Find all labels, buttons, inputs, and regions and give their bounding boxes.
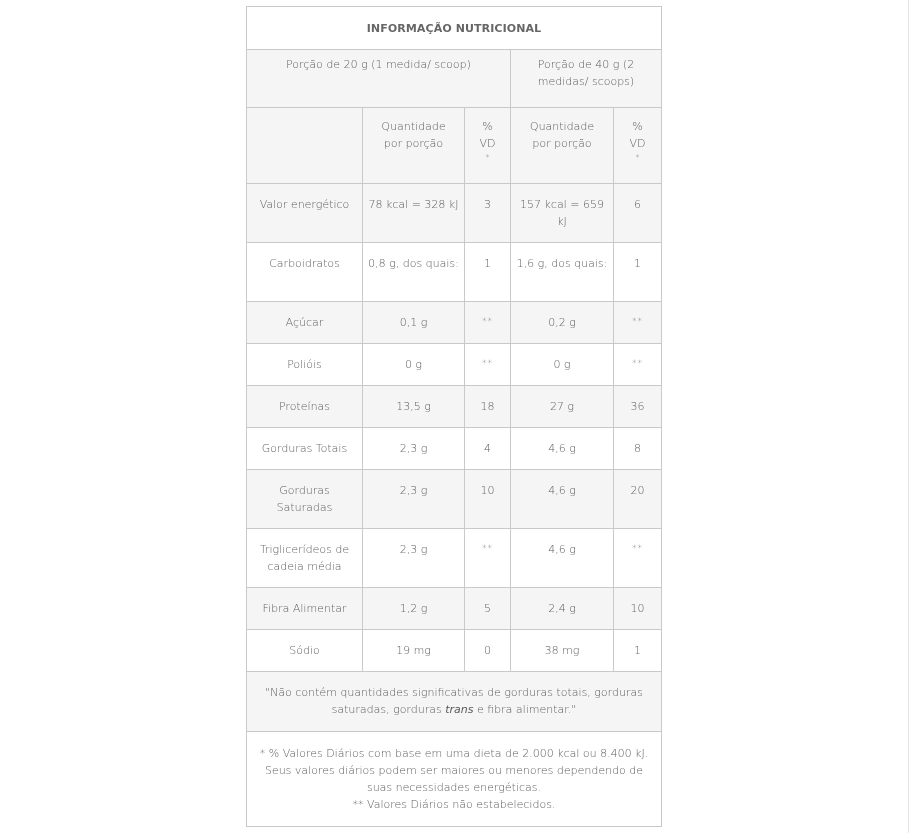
table-row [247,588,662,630]
nutrient-name: Carboidratos [247,243,363,302]
quantity-20g: 0 g [363,344,465,386]
nutrient-name: Proteínas [247,386,363,428]
table-row [247,470,662,529]
vd-40g: 1 [614,630,662,672]
header-vd-line2: VD [629,137,646,150]
header-vd-line1: % [632,120,643,133]
nutrient-name: Polióis [247,344,363,386]
footer-daily-values: * % Valores Diários com base em uma dieta de 2.000 kcal ou 8.400 kJ. Seus valores diários podem ser maiores ou menores dependendo de suas necessidades energéticas. [259,747,649,794]
vd-20g: 0 [465,630,511,672]
quantity-40g: 157 kcal = 659 kJ [511,184,614,243]
nutrient-name: Gorduras Saturadas [247,470,363,529]
header-vd-mark: * [485,153,490,162]
quantity-40g: 4,6 g [511,529,614,588]
vd-40g: 10 [614,588,662,630]
header-qty-line1: Quantidade [381,120,446,133]
table-row [247,344,662,386]
nutrition-table [246,6,662,827]
note-part2: e fibra alimentar." [473,703,577,716]
header-vd-mark: * [635,153,640,162]
table-row [247,529,662,588]
footer-notes [247,732,662,827]
quantity-20g: 1,2 g [363,588,465,630]
page-edge-divider [908,0,909,833]
quantity-40g: 4,6 g [511,428,614,470]
vd-40g: 6 [614,184,662,243]
table-title: INFORMAÇÃO NUTRICIONAL [247,7,662,50]
header-vd-20g [465,108,511,184]
vd-40g: 20 [614,470,662,529]
note-trans: trans [445,703,474,716]
portion-row [247,50,662,108]
nutrient-name: Gorduras Totais [247,428,363,470]
vd-40g: 8 [614,428,662,470]
quantity-40g: 27 g [511,386,614,428]
nutrient-name: Fibra Alimentar [247,588,363,630]
table-row [247,302,662,344]
footer-not-established: ** Valores Diários não estabelecidos. [352,798,556,811]
quantity-20g: 2,3 g [363,529,465,588]
vd-40g: ** [614,302,662,344]
header-quantity-40g [511,108,614,184]
header-vd-40g [614,108,662,184]
quantity-40g: 38 mg [511,630,614,672]
table-row [247,428,662,470]
table-row [247,386,662,428]
vd-20g: 4 [465,428,511,470]
vd-20g: ** [465,529,511,588]
vd-20g: 1 [465,243,511,302]
portion-40g: Porção de 40 g (2 medidas/ scoops) [511,50,662,108]
portion-20g: Porção de 20 g (1 medida/ scoop) [247,50,511,108]
quantity-40g: 1,6 g, dos quais: [511,243,614,302]
header-qty-line2: por porção [383,137,444,150]
table-title-row [247,7,662,50]
vd-40g: ** [614,344,662,386]
table-row [247,184,662,243]
nutrient-name: Açúcar [247,302,363,344]
header-qty-line1: Quantidade [529,120,595,133]
quantity-20g: 19 mg [363,630,465,672]
vd-40g: 36 [614,386,662,428]
vd-20g: ** [465,344,511,386]
quantity-40g: 0 g [511,344,614,386]
quantity-40g: 4,6 g [511,470,614,529]
vd-20g: 5 [465,588,511,630]
quantity-20g: 78 kcal = 328 kJ [363,184,465,243]
nutrient-name: Sódio [247,630,363,672]
nutrient-name: Triglicerídeos de cadeia média [247,529,363,588]
nutrient-name: Valor energético [247,184,363,243]
note-row [247,672,662,732]
header-vd-line2: VD [479,137,496,150]
vd-20g: 3 [465,184,511,243]
table-row [247,630,662,672]
quantity-20g: 0,8 g, dos quais: [363,243,465,302]
quantity-40g: 0,2 g [511,302,614,344]
header-empty [247,108,363,184]
vd-20g: 18 [465,386,511,428]
header-qty-line2: por porção [532,137,592,150]
quantity-20g: 2,3 g [363,428,465,470]
quantity-20g: 2,3 g [363,470,465,529]
note-text [247,672,662,732]
vd-40g: 1 [614,243,662,302]
vd-40g: ** [614,529,662,588]
column-header-row [247,108,662,184]
note-part1: "Não contém quantidades significativas de gorduras totais, gorduras saturadas, gorduras [265,686,643,716]
quantity-20g: 13,5 g [363,386,465,428]
quantity-20g: 0,1 g [363,302,465,344]
vd-20g: ** [465,302,511,344]
footer-row [247,732,662,827]
table-row [247,243,662,302]
vd-20g: 10 [465,470,511,529]
header-vd-line1: % [482,120,493,133]
header-quantity-20g [363,108,465,184]
quantity-40g: 2,4 g [511,588,614,630]
